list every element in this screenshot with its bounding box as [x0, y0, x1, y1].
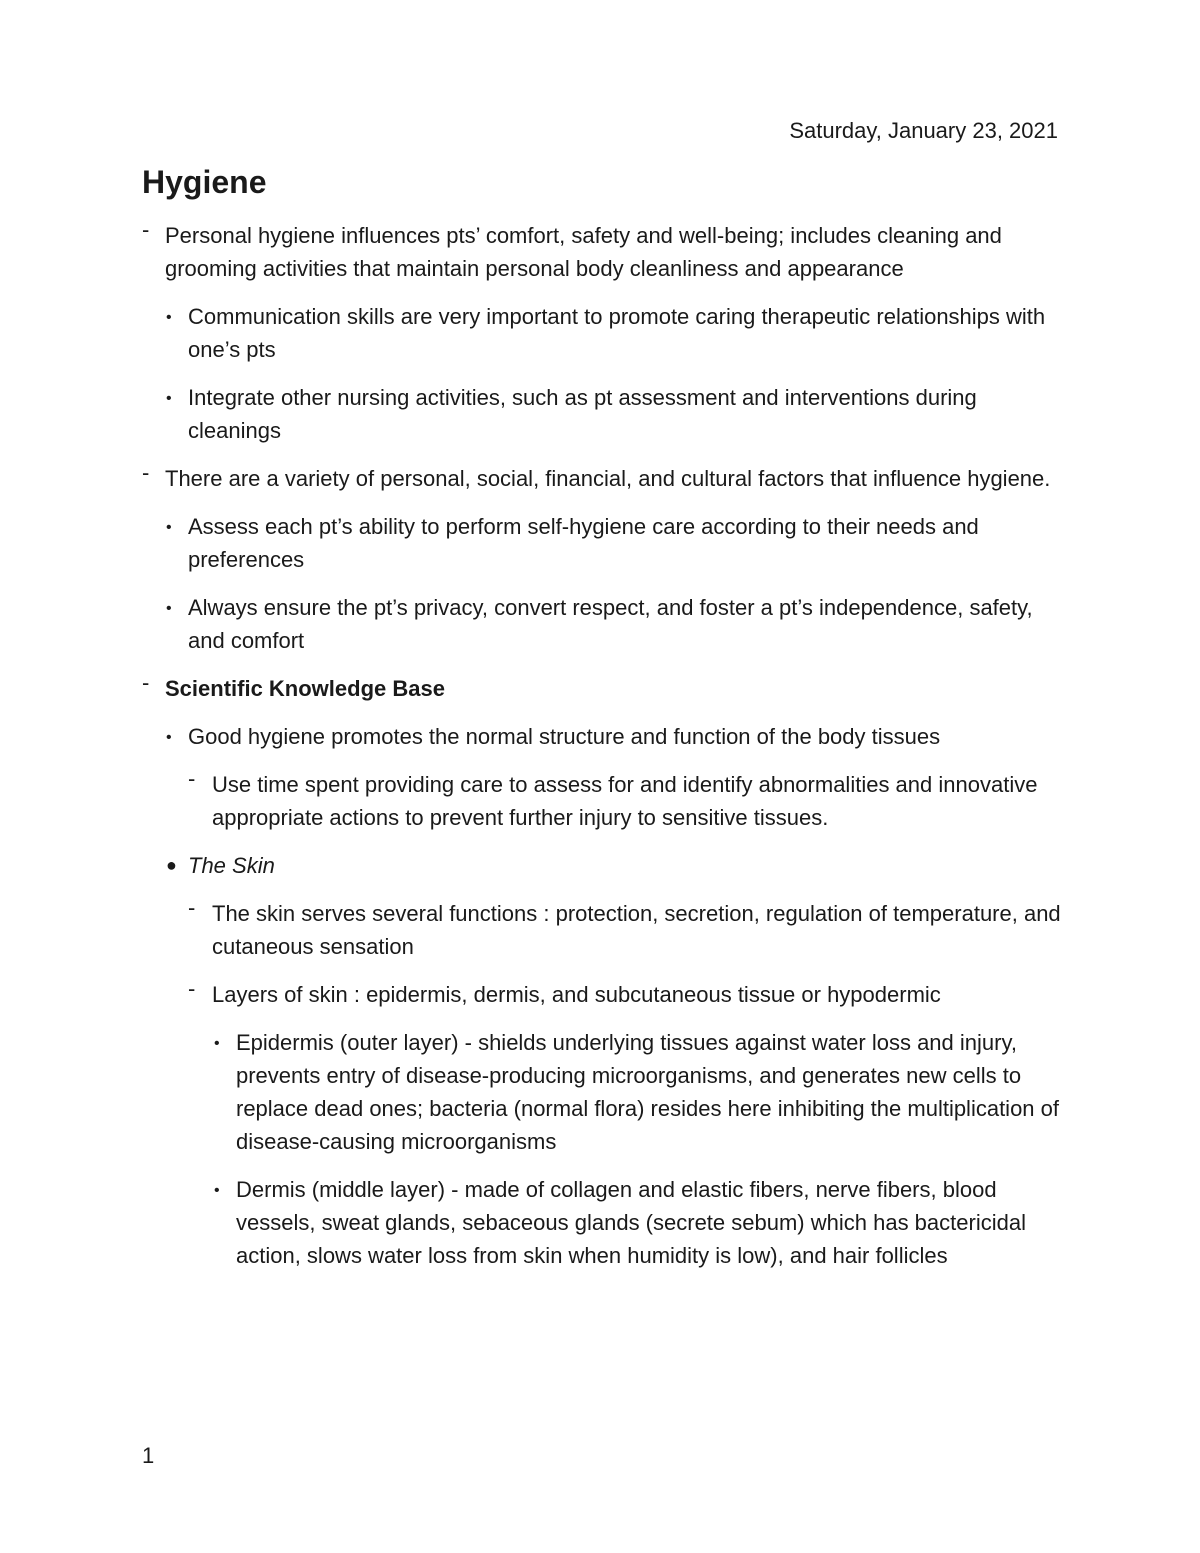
outline-item-text: Good hygiene promotes the normal structure and function of the body tissues: [188, 724, 941, 749]
filled-circle-bullet-icon: ●: [166, 855, 177, 875]
outline-item-text: Use time spent providing care to assess for and identify abnormalities and innovative appropriate actions to prevent further injury to sensitive tissues.: [212, 772, 1038, 830]
small-bullet-icon: •: [166, 390, 172, 407]
outline-item: [142, 591, 1062, 657]
dash-bullet-icon: -: [142, 217, 150, 242]
small-bullet-icon: •: [166, 729, 172, 746]
dash-bullet-icon: -: [188, 976, 196, 1001]
dash-bullet-icon: -: [188, 766, 196, 791]
outline-item: [142, 978, 1062, 1011]
small-bullet-icon: •: [166, 309, 172, 326]
outline-item: [142, 300, 1062, 366]
outline-item-text: Always ensure the pt’s privacy, convert respect, and foster a pt’s independence, safety, and comfort: [188, 595, 1033, 653]
outline-item: [142, 672, 1062, 705]
dash-bullet-icon: -: [142, 460, 150, 485]
dash-bullet-icon: -: [142, 670, 150, 695]
outline-item: [142, 897, 1062, 963]
section-heading-scientific-knowledge-base: Scientific Knowledge Base: [165, 676, 445, 701]
outline-item-text: Layers of skin : epidermis, dermis, and subcutaneous tissue or hypodermic: [212, 982, 941, 1007]
outline-item: [142, 219, 1062, 285]
outline-item: [142, 720, 1062, 753]
outline-item: [142, 1026, 1062, 1158]
outline-item: [142, 462, 1062, 495]
outline-item-text: Personal hygiene influences pts’ comfort, safety and well-being; includes cleaning and grooming activities that maintain personal body cleanliness and appearance: [165, 223, 1002, 281]
page-number: 1: [142, 1443, 155, 1468]
outline-item-text: Integrate other nursing activities, such as pt assessment and interventions during cleanings: [188, 385, 977, 443]
outline-item-text: Dermis (middle layer) - made of collagen and elastic fibers, nerve fibers, blood vessels, sweat glands, sebaceous glands (secrete sebum) which has bactericidal action, slows water loss from skin when humidity is low), and hair follicles: [236, 1177, 1026, 1268]
outline-list: [142, 219, 1062, 1287]
outline-item: [142, 381, 1062, 447]
small-bullet-icon: •: [214, 1182, 220, 1199]
document-title: Hygiene: [142, 164, 267, 200]
outline-item-text: Communication skills are very important to promote caring therapeutic relationships with one’s pts: [188, 304, 1046, 362]
dash-bullet-icon: -: [188, 895, 196, 920]
outline-item-text: Epidermis (outer layer) - shields underlying tissues against water loss and injury, prevents entry of disease-producing microorganisms, and generates new cells to replace dead ones; bacteria (normal flora) resides here inhibiting the multiplication of disease-causing microorganisms: [236, 1030, 1060, 1154]
small-bullet-icon: •: [214, 1035, 220, 1052]
subsection-heading-the-skin: The Skin: [188, 853, 275, 878]
small-bullet-icon: •: [166, 600, 172, 617]
outline-item-text: There are a variety of personal, social, financial, and cultural factors that influence hygiene.: [165, 466, 1051, 491]
outline-item-text: The skin serves several functions : protection, secretion, regulation of temperature, and cutaneous sensation: [212, 901, 1061, 959]
outline-item-text: Assess each pt’s ability to perform self-hygiene care according to their needs and preferences: [188, 514, 979, 572]
outline-item: [142, 510, 1062, 576]
outline-item: [142, 849, 1062, 882]
small-bullet-icon: •: [166, 519, 172, 536]
outline-item: [142, 768, 1062, 834]
document-date: Saturday, January 23, 2021: [789, 118, 1058, 143]
outline-item: [142, 1173, 1062, 1272]
